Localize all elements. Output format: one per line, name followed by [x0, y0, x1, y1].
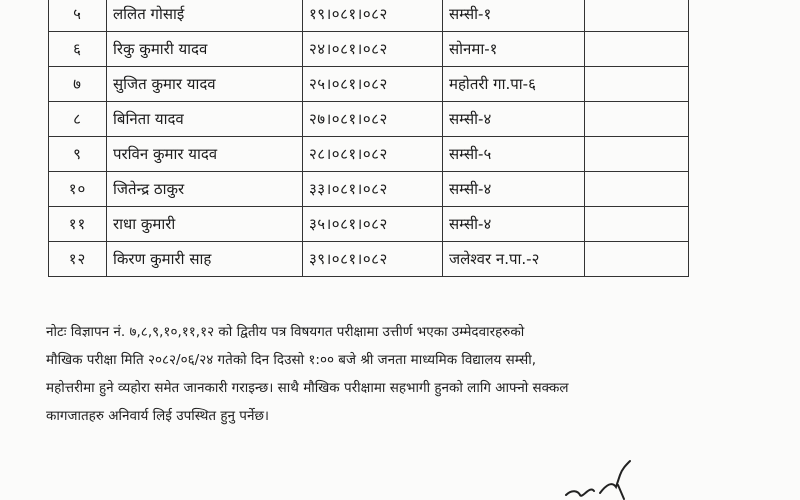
address-cell: सम्सी-५	[443, 137, 585, 172]
address-cell: सम्सी-४	[443, 172, 585, 207]
candidate-name-cell: परविन कुमार यादव	[107, 137, 303, 172]
signature-mark	[560, 455, 640, 500]
table-row	[49, 67, 689, 102]
roll-number-cell: १९।०८१।०८२	[303, 0, 443, 32]
table-row	[49, 137, 689, 172]
roll-number-cell: २४।०८१।०८२	[303, 32, 443, 67]
note-line: नोटः विज्ञापन नं. ७,८,९,१०,११,१२ को द्वितीय पत्र विषयगत परीक्षामा उत्तीर्ण भएका उम्मेदवारहरुको	[46, 324, 525, 340]
serial-number-cell: १२	[49, 242, 107, 277]
roll-number-cell: ३९।०८१।०८२	[303, 242, 443, 277]
serial-number-cell: ६	[49, 32, 107, 67]
remarks-cell	[585, 67, 689, 102]
remarks-cell	[585, 0, 689, 32]
address-cell: सम्सी-४	[443, 207, 585, 242]
address-cell: सम्सी-१	[443, 0, 585, 32]
candidate-name-cell: बिनिता यादव	[107, 102, 303, 137]
note-paragraph	[46, 318, 706, 430]
serial-number-cell: ११	[49, 207, 107, 242]
serial-number-cell: १०	[49, 172, 107, 207]
table-body	[49, 0, 689, 277]
serial-number-cell: ५	[49, 0, 107, 32]
candidate-name-cell: रिकु कुमारी यादव	[107, 32, 303, 67]
results-table	[48, 0, 689, 277]
roll-number-cell: २८।०८१।०८२	[303, 137, 443, 172]
candidate-name-cell: जितेन्द्र ठाकुर	[107, 172, 303, 207]
serial-number-cell: ९	[49, 137, 107, 172]
remarks-cell	[585, 32, 689, 67]
candidate-name-cell: राधा कुमारी	[107, 207, 303, 242]
address-cell: जलेश्वर न.पा.-२	[443, 242, 585, 277]
roll-number-cell: २५।०८१।०८२	[303, 67, 443, 102]
serial-number-cell: ८	[49, 102, 107, 137]
table-row	[49, 0, 689, 32]
table-row	[49, 172, 689, 207]
remarks-cell	[585, 102, 689, 137]
roll-number-cell: ३३।०८१।०८२	[303, 172, 443, 207]
note-line: मौखिक परीक्षा मिति २०८२/०६/२४ गतेको दिन दिउसो १:०० बजे श्री जनता माध्यमिक विद्यालय सम्सी,	[46, 352, 537, 368]
remarks-cell	[585, 207, 689, 242]
table-row	[49, 242, 689, 277]
roll-number-cell: ३५।०८१।०८२	[303, 207, 443, 242]
table-row	[49, 32, 689, 67]
remarks-cell	[585, 242, 689, 277]
note-line: महोत्तरीमा हुने व्यहोरा समेत जानकारी गराइन्छ। साथै मौखिक परीक्षामा सहभागी हुनको लागि आफ्नो सक्कल	[46, 380, 569, 396]
candidate-name-cell: ललित गोसाई	[107, 0, 303, 32]
serial-number-cell: ७	[49, 67, 107, 102]
candidate-name-cell: किरण कुमारी साह	[107, 242, 303, 277]
candidate-name-cell: सुजित कुमार यादव	[107, 67, 303, 102]
address-cell: सम्सी-४	[443, 102, 585, 137]
table-row	[49, 207, 689, 242]
remarks-cell	[585, 172, 689, 207]
remarks-cell	[585, 137, 689, 172]
table-row	[49, 102, 689, 137]
address-cell: महोतरी गा.पा-६	[443, 67, 585, 102]
address-cell: सोनमा-१	[443, 32, 585, 67]
note-line: कागजातहरु अनिवार्य लिई उपस्थित हुनु पर्नेछ।	[46, 408, 270, 424]
roll-number-cell: २७।०८१।०८२	[303, 102, 443, 137]
